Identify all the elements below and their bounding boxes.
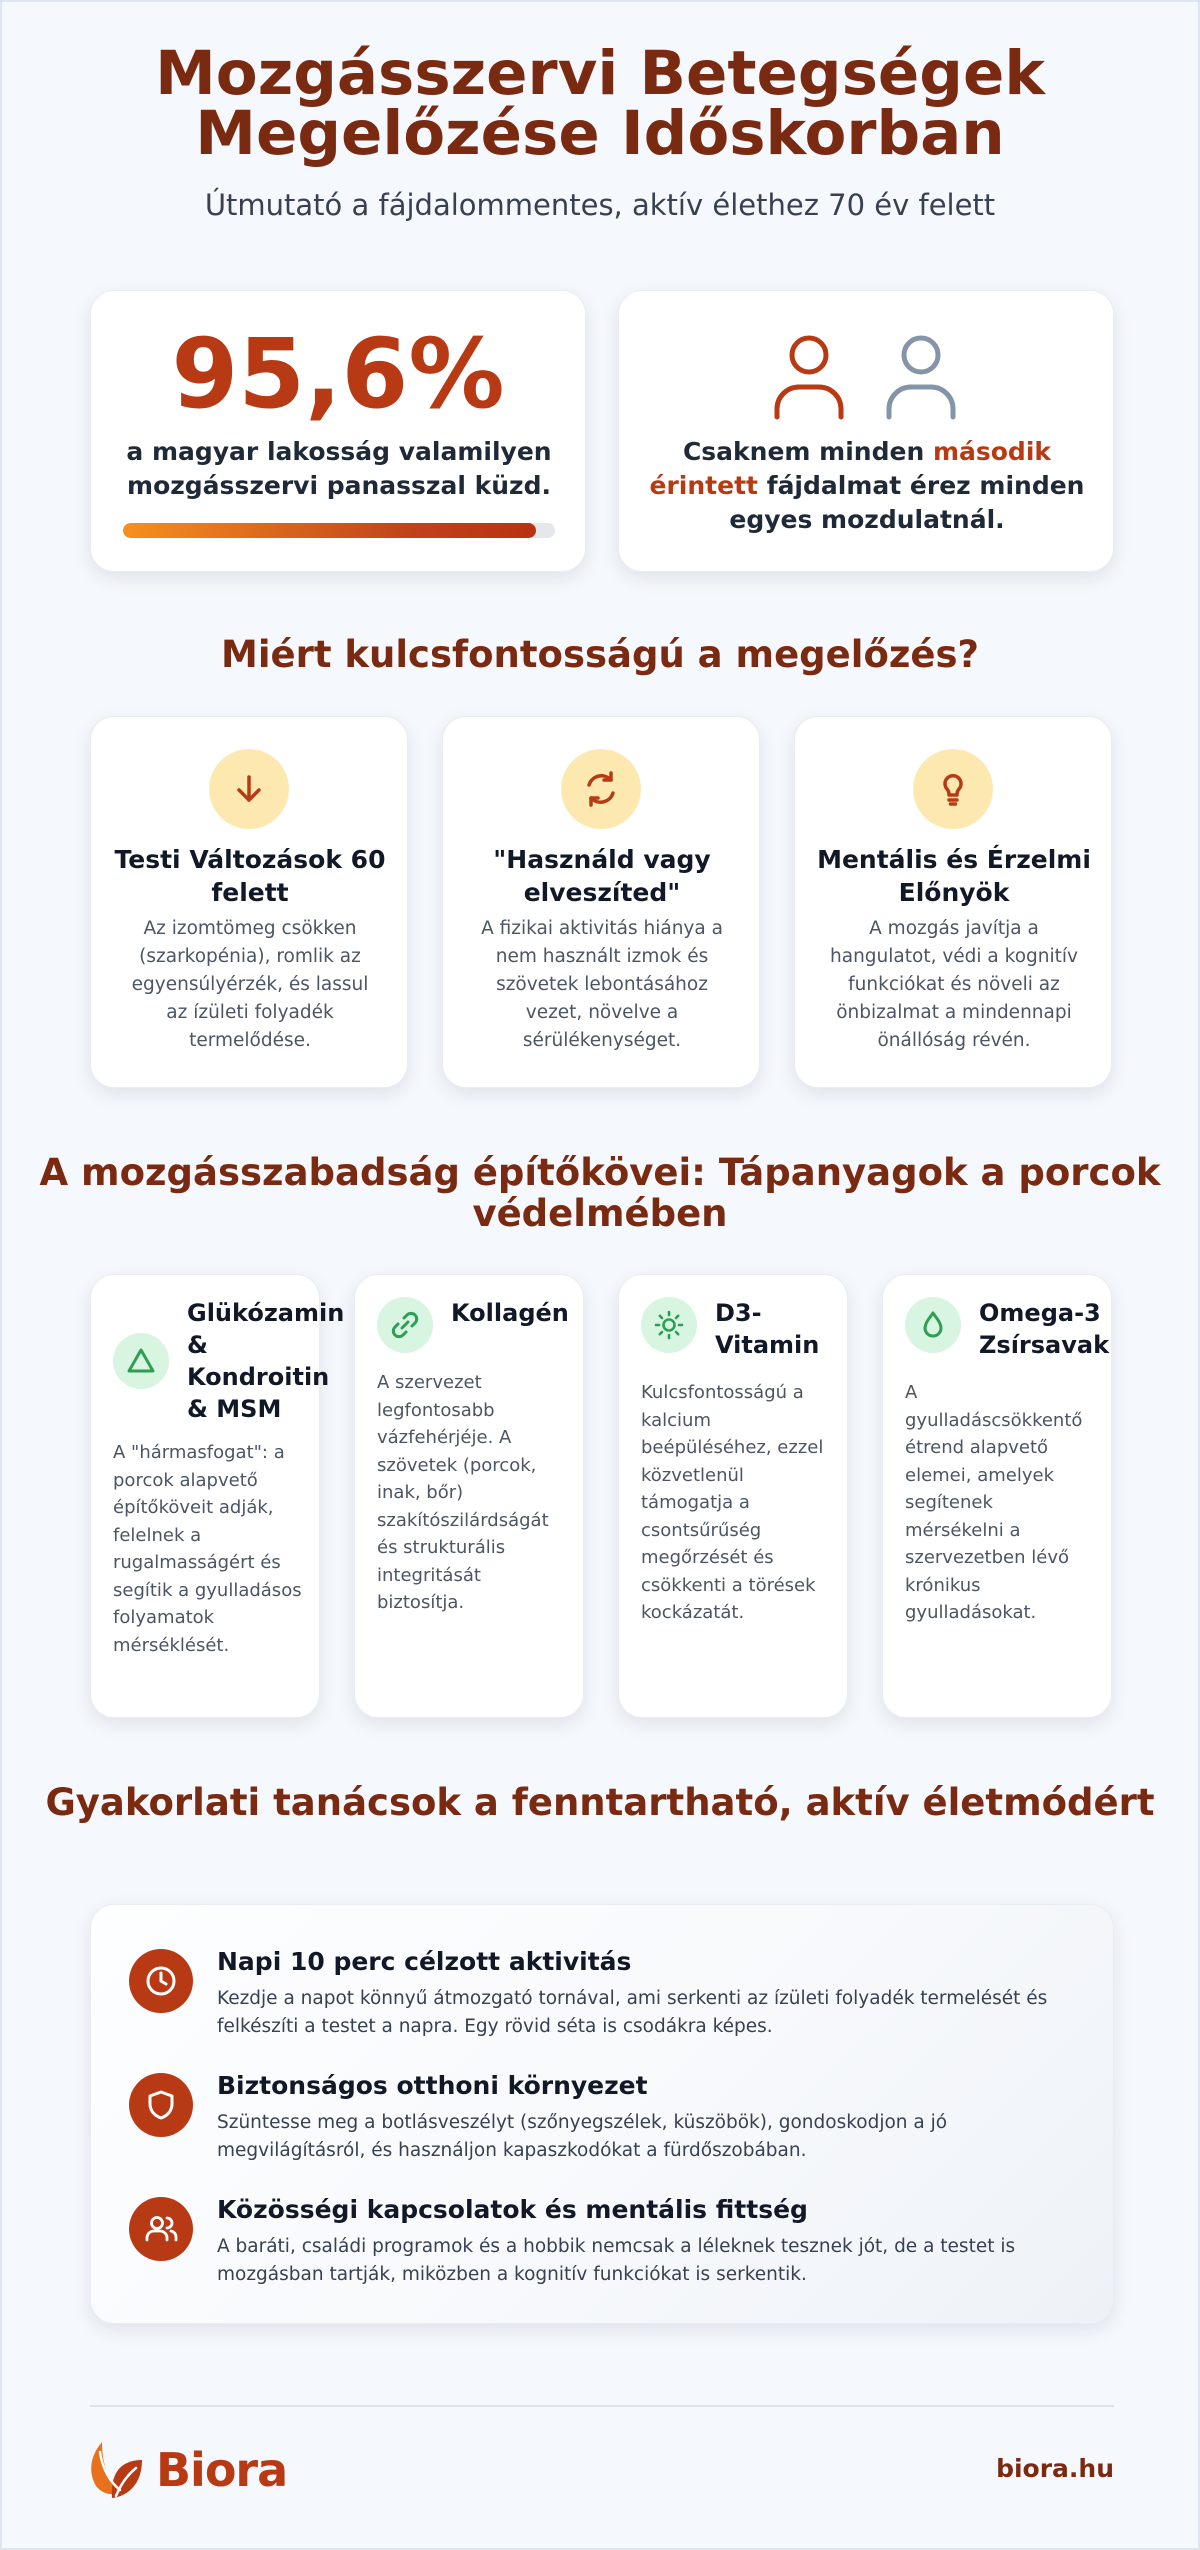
why-card-text: A mozgás javítja a hangulatot, védi a kognitív funkciókat és növeli az önbizalmat a mindennapi önállóság révén.	[830, 918, 1078, 1051]
nutrient-card-d3	[618, 1274, 848, 1718]
tip-item-activity	[129, 1945, 1079, 2055]
nutrient-card-title: D3-Vitamin	[715, 1299, 820, 1359]
title-line-1: Mozgásszervi Betegségek	[155, 38, 1045, 109]
stat-card-percent	[90, 290, 586, 572]
users-icon	[129, 2197, 193, 2261]
people-icons	[771, 333, 963, 423]
nutrient-card-text: A "hármasfogat": a porcok alapvető építőköveit adják, felelnek a rugalmasságért és segítik a gyulladásos folyamatok mérséklését.	[113, 1442, 302, 1656]
tip-title: Napi 10 perc célzott aktivitás	[217, 1947, 632, 1976]
tip-text: Kezdje a napot könnyű átmozgató tornával, ami serkenti az ízületi folyadék termelését és felkészíti a testet a napra. Egy rövid séta is csodákra képes.	[217, 1988, 1048, 2037]
stat-progress-fill	[123, 523, 536, 538]
lightbulb-icon	[913, 749, 993, 829]
tips-section-title: Gyakorlati tanácsok a fenntartható, aktív életmódért	[45, 1781, 1155, 1824]
nutrient-card-text: Kulcsfontosságú a kalcium beépüléséhez, ezzel közvetlenül támogatja a csontsűrűség megőrzését és csökkenti a törések kockázatát.	[641, 1382, 824, 1623]
infographic-page	[2, 2, 1198, 2548]
nutrient-card-title: Omega-3 Zsírsavak	[979, 1299, 1110, 1359]
tip-item-home-safety	[129, 2069, 1079, 2179]
leaf-logo-icon	[88, 2438, 150, 2502]
triangle-icon	[113, 1333, 169, 1389]
tip-text: A baráti, családi programok és a hobbik nemcsak a léleknek tesznek jót, de a testet is mozgásban tartják, miközben a kognitív funkciókat is serkentik.	[217, 2236, 1016, 2285]
page-title	[2, 38, 1198, 169]
why-card-mental	[794, 716, 1112, 1088]
why-card-text: A fizikai aktivitás hiánya a nem használt izmok és szövetek lebontásához vezet, növelve a sérülékenységet.	[481, 918, 723, 1051]
stat-people-text	[649, 435, 1085, 537]
website-link[interactable]: biora.hu	[996, 2454, 1114, 2483]
nutrients-section-title: A mozgásszabadság építőkövei: Tápanyagok a porcok védelmében	[39, 1151, 1161, 1235]
why-card-title: Mentális és Érzelmi Előnyök	[817, 845, 1091, 907]
why-card-physical	[90, 716, 408, 1088]
why-card-title: "Használd vagy elveszíted"	[493, 845, 711, 907]
tip-text: Szüntesse meg a botlásveszélyt (szőnyegszélek, küszöbök), gondoskodjon a jó megvilágításról, és használjon kapaszkodókat a fürdőszobában.	[217, 2112, 948, 2161]
droplet-icon	[905, 1297, 961, 1353]
page-subtitle: Útmutató a fájdalommentes, aktív élethez 70 év felett	[204, 188, 996, 222]
shield-icon	[129, 2073, 193, 2137]
nutrient-card-text: A gyulladáscsökkentő étrend alapvető elemei, amelyek segítenek mérsékelni a szervezetben lévő krónikus gyulladásokat.	[905, 1382, 1083, 1623]
stat-progress-bar	[123, 523, 555, 538]
stat-percent-value: 95,6%	[171, 318, 505, 430]
nutrient-card-glucosamine	[90, 1274, 345, 1718]
refresh-icon	[561, 749, 641, 829]
tip-title: Biztonságos otthoni környezet	[217, 2071, 648, 2100]
people-text-before: Csaknem minden	[682, 437, 933, 466]
nutrient-card-title: Kollagén	[451, 1299, 569, 1327]
person-icon-highlight	[777, 338, 841, 417]
stat-percent-text: a magyar lakosság valamilyen mozgásszervi panasszal küzd.	[126, 437, 552, 500]
link-icon	[377, 1297, 433, 1353]
people-text-highlight: második érintett	[649, 437, 1052, 500]
why-card-text: Az izomtömeg csökken (szarkopénia), romlik az egyensúlyérzék, és lassul az ízületi folyadék termelődése.	[131, 918, 369, 1051]
stat-card-people	[618, 290, 1114, 572]
footer-divider	[90, 2405, 1114, 2407]
nutrient-card-text: A szervezet legfontosabb vázfehérjéje. A szövetek (porcok, inak, bőr) szakítószilárdságát és strukturális integritását biztosítja.	[377, 1372, 549, 1613]
arrow-down-icon	[209, 749, 289, 829]
people-text-after: fájdalmat érez minden egyes mozdulatnál.	[729, 471, 1085, 534]
why-card-use-it	[442, 716, 760, 1088]
title-line-2: Megelőzése Időskorban	[195, 98, 1005, 169]
clock-icon	[129, 1949, 193, 2013]
tips-card	[90, 1904, 1114, 2324]
brand-logo-text: Biora	[156, 2443, 288, 2497]
why-card-title: Testi Változások 60 felett	[114, 845, 386, 907]
why-section-title: Miért kulcsfontosságú a megelőzés?	[221, 633, 979, 676]
tip-item-community	[129, 2193, 1079, 2303]
nutrient-card-omega3	[882, 1274, 1112, 1718]
nutrient-card-title: Glükózamin & Kondroitin & MSM	[187, 1299, 345, 1423]
tip-title: Közösségi kapcsolatok és mentális fittség	[217, 2195, 808, 2224]
nutrient-card-collagen	[354, 1274, 584, 1718]
sun-icon	[641, 1297, 697, 1353]
brand-logo[interactable]	[88, 2438, 288, 2502]
person-icon-grey	[889, 338, 953, 417]
